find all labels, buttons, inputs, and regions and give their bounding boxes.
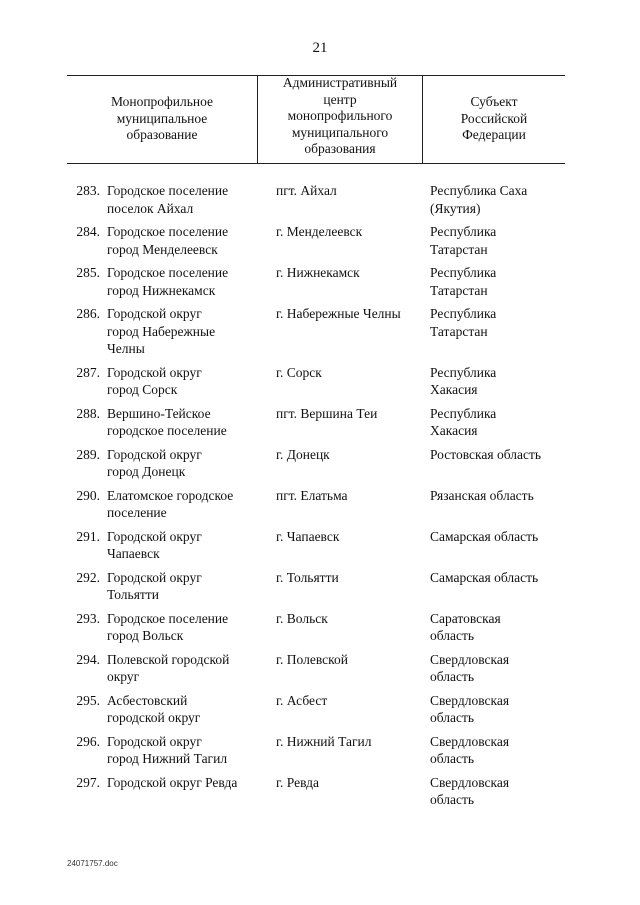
municipality-name: Городской округ город Донецк bbox=[107, 446, 202, 479]
municipality-name: Городской округ город Набережные Челны bbox=[107, 306, 216, 356]
federal-subject: Республика Татарстан bbox=[430, 265, 497, 298]
federal-subject: Республика Хакасия bbox=[430, 405, 497, 438]
federal-subject: Свердловская область bbox=[430, 774, 510, 807]
municipality-name: Полевской городской округ bbox=[107, 651, 230, 684]
federal-subject: Рязанская область bbox=[430, 487, 534, 503]
municipality-name: Городское поселение город Нижнекамск bbox=[107, 265, 229, 298]
municipality-name: Асбестовский городской округ bbox=[107, 692, 201, 725]
row-number: 293. bbox=[76, 610, 100, 626]
municipality-name: Городской округ Чапаевск bbox=[107, 528, 202, 561]
row-number: 289. bbox=[76, 446, 100, 462]
federal-subject: Ростовская область bbox=[430, 446, 541, 462]
table-row bbox=[0, 364, 640, 405]
row-number: 287. bbox=[76, 364, 100, 380]
table-row bbox=[0, 264, 640, 305]
federal-subject: Саратовская область bbox=[430, 610, 501, 643]
header-federal-subject: Субъект Российской Федерации bbox=[460, 94, 528, 143]
table-row bbox=[0, 610, 640, 651]
row-number: 296. bbox=[76, 733, 100, 749]
federal-subject: Самарская область bbox=[430, 528, 539, 544]
admin-center: г. Набережные Челны bbox=[276, 306, 401, 321]
admin-center: г. Чапаевск bbox=[276, 528, 340, 544]
federal-subject: Республика Хакасия bbox=[430, 364, 497, 397]
row-number: 290. bbox=[76, 487, 100, 503]
admin-center: пгт. Вершина Теи bbox=[276, 405, 378, 421]
table-row bbox=[0, 446, 640, 487]
admin-center: г. Вольск bbox=[276, 610, 328, 626]
admin-center: г. Полевской bbox=[276, 651, 348, 667]
admin-center: г. Нижнекамск bbox=[276, 265, 360, 280]
page-number: 21 bbox=[312, 40, 328, 56]
table-row bbox=[0, 182, 640, 223]
municipality-name: Городской округ Тольятти bbox=[107, 569, 202, 602]
row-number: 284. bbox=[76, 224, 100, 239]
municipality-name: Городской округ Ревда bbox=[107, 774, 238, 790]
header-admin-center: Административный центр монопрофильного муниципального образования bbox=[282, 75, 398, 156]
row-number: 291. bbox=[76, 528, 100, 544]
row-number: 292. bbox=[76, 569, 100, 585]
row-number: 283. bbox=[76, 183, 100, 198]
table-row bbox=[0, 569, 640, 610]
municipality-name: Городское поселение город Вольск bbox=[107, 610, 229, 643]
table-row bbox=[0, 774, 640, 815]
federal-subject: Республика Татарстан bbox=[430, 306, 497, 339]
table-body bbox=[0, 182, 640, 815]
municipality-name: Вершино-Тейское городское поселение bbox=[107, 405, 227, 438]
municipality-name: Елатомское городское поселение bbox=[107, 487, 234, 520]
table-row bbox=[0, 305, 640, 364]
table-row bbox=[0, 405, 640, 446]
federal-subject: Республика Саха (Якутия) bbox=[430, 183, 528, 216]
admin-center: г. Донецк bbox=[276, 446, 330, 462]
row-number: 286. bbox=[76, 306, 100, 321]
table-row bbox=[0, 487, 640, 528]
municipality-name: Городской округ город Нижний Тагил bbox=[107, 733, 228, 766]
federal-subject: Свердловская область bbox=[430, 651, 510, 684]
row-number: 295. bbox=[76, 692, 100, 708]
table-row bbox=[0, 692, 640, 733]
header-municipality: Монопрофильное муниципальное образование bbox=[110, 94, 214, 143]
table-row bbox=[0, 223, 640, 264]
admin-center: пгт. Айхал bbox=[276, 183, 337, 198]
municipality-name: Городское поселение поселок Айхал bbox=[107, 183, 229, 216]
admin-center: г. Нижний Тагил bbox=[276, 733, 372, 749]
row-number: 297. bbox=[76, 774, 100, 790]
table-row bbox=[0, 528, 640, 569]
admin-center: г. Ревда bbox=[276, 774, 319, 790]
admin-center: г. Менделеевск bbox=[276, 224, 363, 239]
table-row bbox=[0, 651, 640, 692]
federal-subject: Свердловская область bbox=[430, 733, 510, 766]
admin-center: г. Асбест bbox=[276, 692, 328, 708]
table-header-rule bbox=[67, 163, 565, 164]
document-filename: 24071757.doc bbox=[67, 859, 118, 868]
municipality-name: Городской округ город Сорск bbox=[107, 364, 202, 397]
table-row bbox=[0, 733, 640, 774]
row-number: 285. bbox=[76, 265, 100, 280]
row-number: 288. bbox=[76, 405, 100, 421]
municipality-name: Городское поселение город Менделеевск bbox=[107, 224, 229, 257]
row-number: 294. bbox=[76, 651, 100, 667]
federal-subject: Самарская область bbox=[430, 569, 539, 585]
admin-center: г. Тольятти bbox=[276, 569, 339, 585]
admin-center: пгт. Елатьма bbox=[276, 487, 348, 503]
federal-subject: Республика Татарстан bbox=[430, 224, 497, 257]
admin-center: г. Сорск bbox=[276, 364, 322, 380]
federal-subject: Свердловская область bbox=[430, 692, 510, 725]
